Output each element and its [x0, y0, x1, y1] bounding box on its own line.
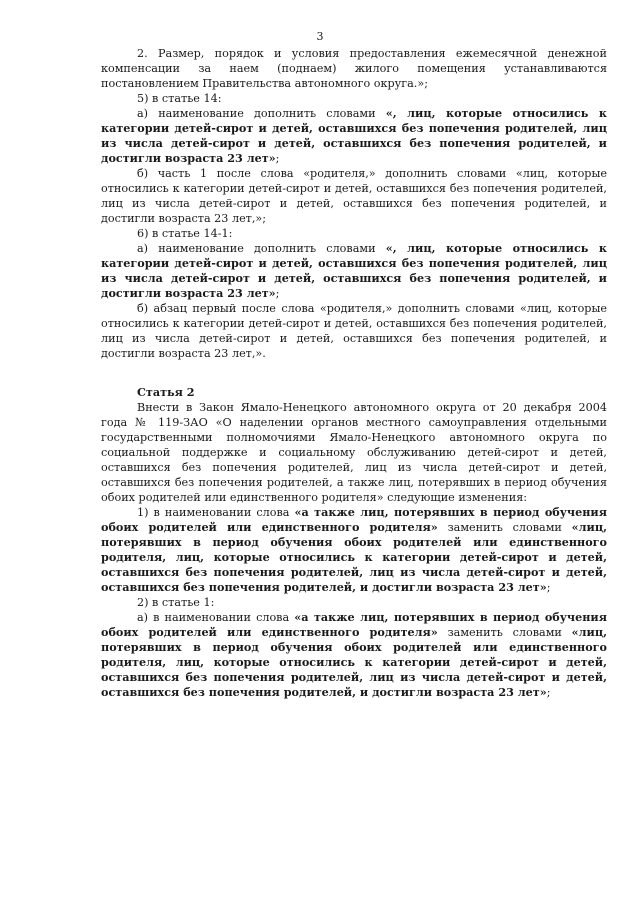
paragraph-item-6b: б) абзац первый после слова «родителя,» дополнить словами «лиц, которые относились к категории детей-сирот и детей, оставшихся без попечения родителей, лиц из числа детей-сирот и детей, оставшихся без попечения родителей, и достигли возраста 23 лет,». — [101, 302, 607, 360]
document-body — [101, 46, 607, 700]
item-5a-bold: «, лиц, которые относились к категории детей-сирот и детей, оставшихся без попечения родителей, лиц из числа детей-сирот и детей, оставшихся без попечения родителей, и достигли возраста 23 лет» — [101, 106, 607, 165]
section-gap — [101, 361, 607, 385]
paragraph-item-6: 6) в статье 14-1: — [137, 227, 233, 240]
item-1-suffix: ; — [546, 581, 551, 594]
item-2a-mid: заменить словами — [447, 626, 562, 639]
article-2-heading: Статья 2 — [137, 385, 195, 399]
article-2-item-2: 2) в статье 1: — [137, 596, 215, 609]
page-number: 3 — [316, 30, 324, 43]
item-5a-suffix: ; — [275, 152, 280, 165]
paragraph-item-6a — [101, 241, 607, 301]
paragraph-item-2: 2. Размер, порядок и условия предоставления ежемесячной денежной компенсации за наем (поднаем) жилого помещения устанавливаются постановлением Правительства автономного округа.»; — [101, 47, 607, 90]
item-1-mid: заменить словами — [447, 521, 562, 534]
item-1-prefix: 1) в наименовании слова — [137, 506, 290, 519]
item-6a-bold: «, лиц, которые относились к категории детей-сирот и детей, оставшихся без попечения родителей, лиц из числа детей-сирот и детей, оставшихся без попечения родителей, и достигли возраста 23 лет» — [101, 241, 607, 300]
item-2a-bold-old: «а также лиц, потерявших в период обучения обоих родителей или единственного родителя» — [101, 610, 607, 639]
article-2-item-2a — [101, 610, 607, 700]
paragraph-item-5b: б) часть 1 после слова «родителя,» дополнить словами «лиц, которые относились к категории детей-сирот и детей, оставшихся без попечения родителей, лиц из числа детей-сирот и детей, оставшихся без попечения родителей, и достигли возраста 23 лет,»; — [101, 167, 607, 225]
paragraph-item-5a — [101, 106, 607, 166]
item-5a-prefix: а) наименование дополнить словами — [137, 107, 376, 120]
paragraph-item-5: 5) в статье 14: — [137, 92, 222, 105]
item-2a-prefix: а) в наименовании слова — [137, 611, 290, 624]
article-2-item-1 — [101, 505, 607, 595]
item-6a-suffix: ; — [275, 287, 280, 300]
article-2-intro: Внести в Закон Ямало-Ненецкого автономного округа от 20 декабря 2004 года № 119-ЗАО «О наделении органов местного самоуправления отдельными государственными полномочиями Ямало-Ненецкого автономного округа по социальной поддержке и социальному обслуживанию детей-сирот и детей, оставшихся без попечения родителей, лиц из числа детей-сирот и детей, оставшихся без попечения родителей, а также лиц, потерявших в период обучения обоих родителей или единственного родителя» следующие изменения: — [101, 401, 607, 504]
item-6a-prefix: а) наименование дополнить словами — [137, 242, 376, 255]
item-1-bold-new: «лиц, потерявших в период обучения обоих родителей или единственного родителя, лиц, которые относились к категории детей-сирот и детей, оставшихся без попечения родителей, лиц из числа детей-сирот и детей, оставшихся без попечения родителей, и достигли возраста 23 лет» — [101, 520, 607, 594]
item-2a-bold-new: «лиц, потерявших в период обучения обоих родителей или единственного родителя, лиц, которые относились к категории детей-сирот и детей, оставшихся без попечения родителей, лиц из числа детей-сирот и детей, оставшихся без попечения родителей, и достигли возраста 23 лет» — [101, 625, 607, 699]
item-1-bold-old: «а также лиц, потерявших в период обучения обоих родителей или единственного родителя» — [101, 505, 607, 534]
item-2a-suffix: ; — [546, 686, 551, 699]
